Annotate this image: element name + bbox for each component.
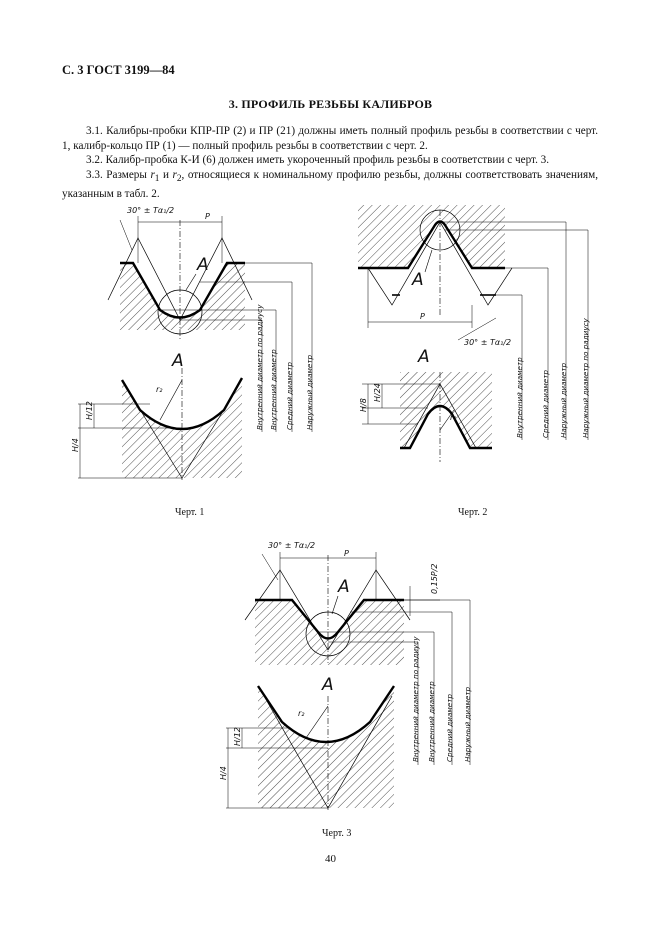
paragraph-3-3-end: , относящиеся к номинальному профилю резьбы, должны соответствовать значениям, указанным в табл. 2. xyxy=(62,169,598,200)
section-title: 3. ПРОФИЛЬ РЕЗЬБЫ КАЛИБРОВ xyxy=(228,97,433,111)
fig2-dim-middle: Средний диаметр xyxy=(541,370,550,438)
fig2-callout-a: A xyxy=(412,270,424,290)
figure-2 xyxy=(358,205,590,462)
figure-1 xyxy=(71,206,314,480)
fig3-h12-label: H/12 xyxy=(233,727,242,746)
fig2-dim-outer-radius: Наружный диаметр по радиусу xyxy=(581,318,590,438)
fig2-h24-label: H/24 xyxy=(373,383,382,402)
fig2-radius-label: r₁ xyxy=(450,413,457,422)
fig1-detail-title: A xyxy=(172,351,184,371)
fig3-pitch-label: P xyxy=(344,549,349,558)
fig2-h8-label: H/8 xyxy=(359,398,368,412)
paragraph-3-3-and: и xyxy=(159,169,173,181)
fig1-radius-label: r₂ xyxy=(156,385,163,394)
fig3-callout-a: A xyxy=(338,577,350,597)
fig1-dim-middle: Средний диаметр xyxy=(285,362,294,430)
fig3-caption: Черт. 3 xyxy=(322,828,352,839)
fig1-dim-inner: Внутренний диаметр xyxy=(269,349,278,430)
fig3-dim-outer: Наружный диаметр xyxy=(463,686,472,762)
fig3-trunc-label: 0,15P/2 xyxy=(430,563,439,594)
fig1-callout-a: A xyxy=(197,255,209,275)
fig2-angle-label: 30° ± Tα₁/2 xyxy=(464,338,512,347)
r2-symbol: r xyxy=(172,169,177,181)
fig3-detail-title: A xyxy=(322,675,334,695)
fig1-h4-label: H/4 xyxy=(71,438,80,452)
fig2-dim-inner: Внутренний диаметр xyxy=(515,357,524,438)
fig1-dim-outer: Наружный диаметр xyxy=(305,354,314,430)
fig1-dim-inner-radius: Внутренний диаметр по радиусу xyxy=(255,304,264,430)
fig2-detail-title: A xyxy=(418,347,430,367)
fig2-pitch-label: P xyxy=(420,312,425,321)
fig3-h4-label: H/4 xyxy=(219,766,228,780)
fig1-caption: Черт. 1 xyxy=(175,507,205,518)
paragraph-3-1-text: 3.1. Калибры-пробки КПР-ПР (2) и ПР (21) должны иметь полный профиль резьбы в соответствии с черт. 1, калибр-кольцо ПР (1) — полный профиль резьбы в соответствии с черт. 2. xyxy=(62,125,598,152)
paragraph-3-3-start: 3.3. Размеры xyxy=(86,169,151,181)
fig3-angle-label: 30° ± Tα₁/2 xyxy=(268,541,316,550)
figure-3 xyxy=(219,541,472,810)
fig2-dim-outer: Наружный диаметр xyxy=(559,362,568,438)
fig3-dim-middle: Средний диаметр xyxy=(445,694,454,762)
fig1-h12-label: H/12 xyxy=(85,401,94,420)
fig1-angle-label: 30° ± Tα₁/2 xyxy=(127,206,175,215)
fig3-dim-inner-radius: Внутренний диаметр по радиусу xyxy=(411,636,420,762)
paragraph-3-2-text: 3.2. Калибр-пробка К-И (6) должен иметь укороченный профиль резьбы в соответствии с черт. 3. xyxy=(86,154,550,166)
r2-subscript: 2 xyxy=(176,174,182,185)
fig1-pitch-label: P xyxy=(205,212,210,221)
fig3-radius-label: r₂ xyxy=(298,709,305,718)
fig2-caption: Черт. 2 xyxy=(458,507,488,518)
page-header: С. 3 ГОСТ 3199—84 xyxy=(62,63,175,77)
r1-symbol: r xyxy=(150,169,155,181)
fig3-dim-inner: Внутренний диаметр xyxy=(427,681,436,762)
page-number: 40 xyxy=(325,853,336,865)
r1-subscript: 1 xyxy=(154,174,160,185)
